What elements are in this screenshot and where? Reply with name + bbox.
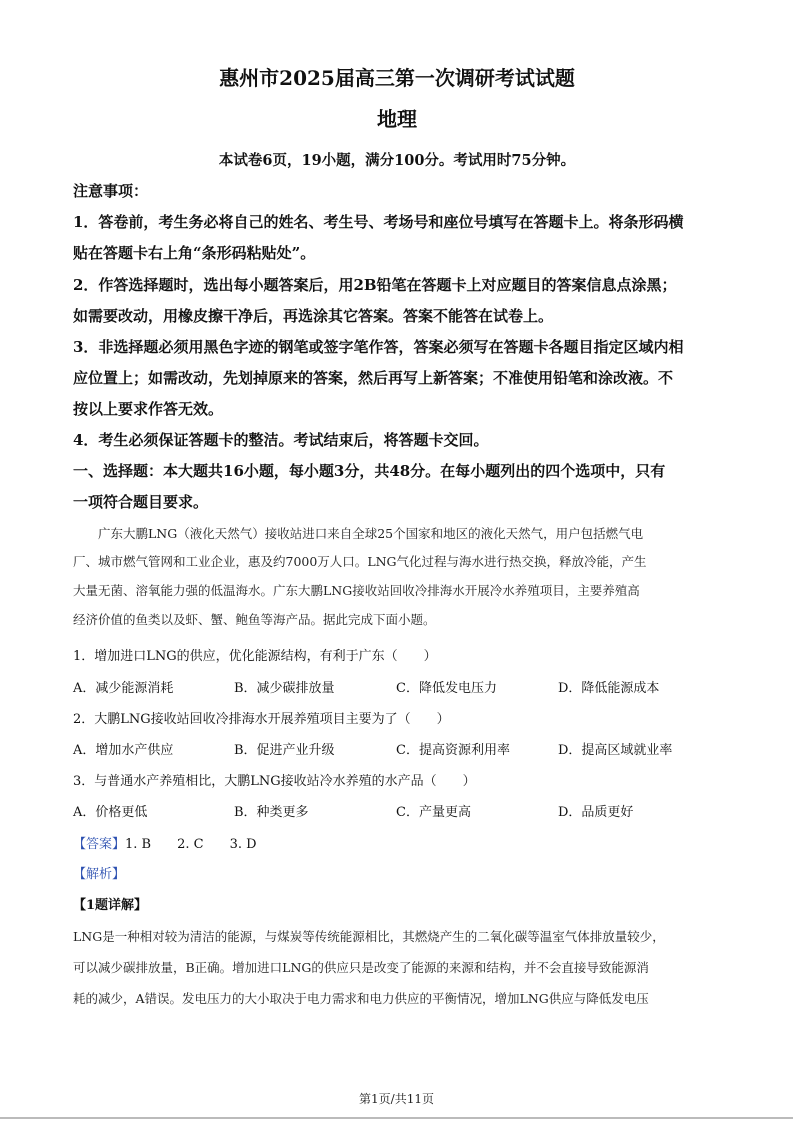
option-d: D．降低能源成本 — [558, 681, 660, 696]
option-a: A．价格更低 — [73, 805, 148, 820]
exam-title: 惠州市2025届高三第一次调研考试试题 — [219, 66, 575, 90]
notice-line: 如需要改动，用橡皮擦干净后，再选涂其它答案。答案不能答在试卷上。 — [73, 307, 554, 325]
answer-line — [73, 836, 257, 854]
section-heading: 一、选择题：本大题共16小题，每小题3分，共48分。在每小题列出的四个选项中，只有 — [73, 462, 666, 480]
answer-tag: 【答案】 — [73, 837, 126, 852]
option-a: A．增加水产供应 — [73, 743, 174, 758]
material-line: 厂、城市燃气管网和工业企业，惠及约7000万人口。LNG气化过程与海水进行热交换，释放冷能，产生 — [73, 554, 647, 569]
notice-line: 4．考生必须保证答题卡的整洁。考试结束后，将答题卡交回。 — [73, 431, 489, 449]
analysis-text-line: LNG是一种相对较为清洁的能源，与煤炭等传统能源相比，其燃烧产生的二氧化碳等温室气体排放量较少， — [73, 929, 665, 944]
analysis-tag: 【解析】 — [73, 867, 126, 882]
notice-line: 2．作答选择题时，选出每小题答案后，用2B铅笔在答题卡上对应题目的答案信息点涂黑； — [73, 276, 677, 294]
analysis-text-line: 耗的减少，A错误。发电压力的大小取决于电力需求和电力供应的平衡情况，增加LNG供应与降低发电压 — [73, 991, 649, 1006]
option-c: C．降低发电压力 — [396, 681, 497, 696]
notice-line: 贴在答题卡右上角“条形码粘贴处”。 — [73, 244, 316, 262]
option-b: B．减少碳排放量 — [234, 681, 335, 696]
question-stem: 1．增加进口LNG的供应，优化能源结构，有利于广东（ ） — [73, 649, 437, 664]
answer-text: 1. B 2. C 3. D — [125, 837, 257, 852]
material-line: 经济价值的鱼类以及虾、蟹、鲍鱼等海产品。据此完成下面小题。 — [73, 612, 436, 627]
option-d: D．品质更好 — [558, 805, 634, 820]
question-stem: 2．大鹏LNG接收站回收冷排海水开展养殖项目主要为了（ ） — [73, 712, 450, 727]
material-line: 大量无菌、溶氧能力强的低温海水。广东大鹏LNG接收站回收冷排海水开展冷水养殖项目，主要养殖高 — [73, 583, 640, 598]
option-d: D．提高区域就业率 — [558, 743, 673, 758]
question-stem: 3．与普通水产养殖相比，大鹏LNG接收站冷水养殖的水产品（ ） — [73, 774, 476, 789]
detail-heading: 【1题详解】 — [73, 898, 148, 913]
bottom-rule — [0, 1117, 793, 1119]
notice-line: 3．非选择题必须用黑色字迹的钢笔或签字笔作答，答案必须写在答题卡各题目指定区域内相 — [73, 338, 684, 356]
subject-title: 地理 — [377, 107, 417, 131]
material-line: 广东大鹏LNG（液化天然气）接收站进口来自全球25个国家和地区的液化天然气，用户包括燃气电 — [73, 526, 644, 541]
notice-line: 应位置上；如需改动，先划掉原来的答案，然后再写上新答案；不准使用铅笔和涂改液。不 — [73, 369, 674, 387]
notice-line: 按以上要求作答无效。 — [73, 400, 224, 418]
section-heading: 一项符合题目要求。 — [73, 493, 209, 511]
option-c: C．提高资源利用率 — [396, 743, 510, 758]
analysis-text-line: 可以减少碳排放量，B正确。增加进口LNG的供应只是改变了能源的来源和结构，并不会直接导致能源消 — [73, 960, 649, 975]
analysis-line — [73, 866, 125, 884]
exam-info: 本试卷6页，19小题，满分100分。考试用时75分钟。 — [218, 152, 576, 169]
option-b: B．种类更多 — [234, 805, 309, 820]
option-c: C．产量更高 — [396, 805, 471, 820]
notice-heading: 注意事项： — [73, 182, 149, 200]
option-b: B．促进产业升级 — [234, 743, 335, 758]
notice-line: 1．答卷前，考生务必将自己的姓名、考生号、考场号和座位号填写在答题卡上。将条形码横 — [73, 213, 684, 231]
option-a: A．减少能源消耗 — [73, 681, 174, 696]
page-footer: 第1页/共11页 — [359, 1092, 434, 1106]
